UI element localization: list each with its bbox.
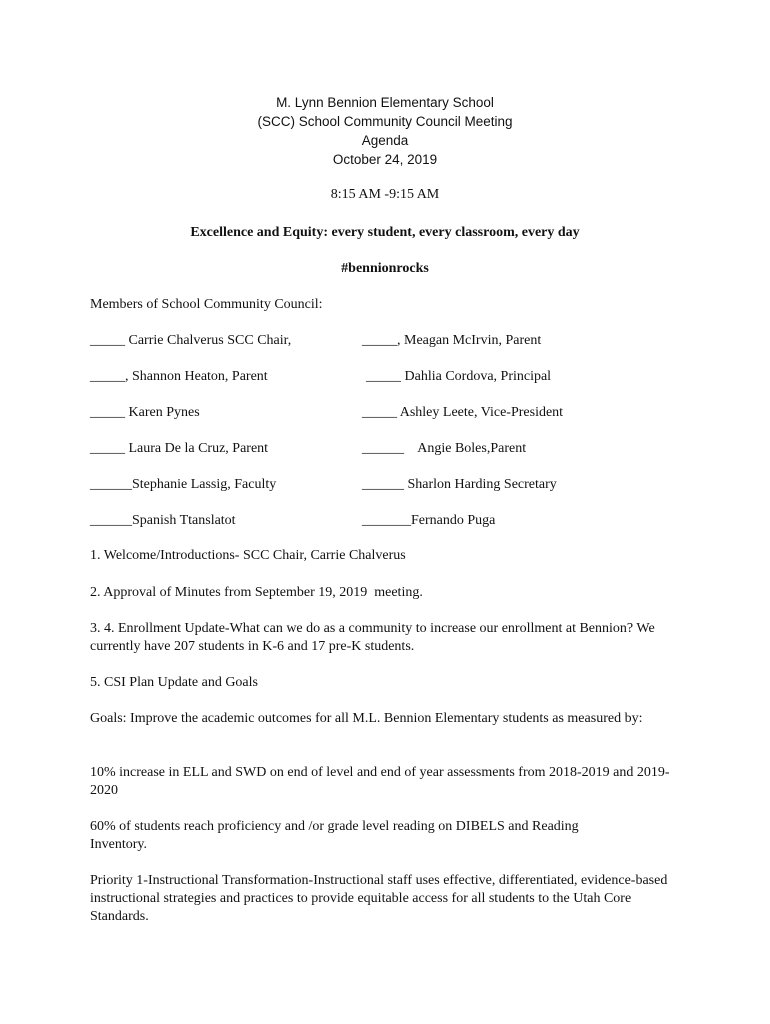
priority-1: Priority 1-Instructional Transformation-Instructional staff uses effective, differentiated, evidence-based instructional strategies and practices to provide equitable access for all students to the Utah Core Standards. [90, 873, 668, 924]
goals-statement: Goals: Improve the academic outcomes for all M.L. Bennion Elementary students as measured by: [90, 711, 643, 726]
meeting-title: (SCC) School Community Council Meeting [257, 114, 513, 129]
member-right-5: ______ Sharlon Harding Secretary [362, 477, 557, 492]
motto: Excellence and Equity: every student, every classroom, every day [190, 225, 580, 240]
member-left-5: ______Stephanie Lassig, Faculty [90, 477, 277, 492]
meeting-time: 8:15 AM -9:15 AM [330, 187, 440, 202]
member-right-2: _____ Dahlia Cordova, Principal [366, 369, 552, 384]
agenda-item-3-4: 3. 4. Enrollment Update-What can we do as a community to increase our enrollment at Bennion? We currently have 207 students in K-6 and 17 pre-K students. [90, 621, 655, 654]
hashtag: #bennionrocks [341, 261, 429, 276]
member-left-6: ______Spanish Ttanslatot [90, 513, 236, 528]
member-right-4: ______ Angie Boles,Parent [362, 441, 527, 456]
member-right-1: _____, Meagan McIrvin, Parent [362, 333, 542, 348]
member-right-3: _____ Ashley Leete, Vice-President [362, 405, 564, 420]
goal-1: 10% increase in ELL and SWD on end of level and end of year assessments from 2018-2019 and 2019-2020 [90, 765, 670, 798]
document-type: Agenda [361, 133, 409, 148]
agenda-item-5: 5. CSI Plan Update and Goals [90, 675, 258, 690]
member-left-3: _____ Karen Pynes [90, 405, 200, 420]
member-left-4: _____ Laura De la Cruz, Parent [90, 441, 269, 456]
document-header [0, 93, 770, 169]
goal-2: 60% of students reach proficiency and /or grade level reading on DIBELS and Reading Inventory. [90, 819, 579, 852]
school-name: M. Lynn Bennion Elementary School [276, 95, 494, 110]
agenda-item-2: 2. Approval of Minutes from September 19, 2019 meeting. [90, 585, 423, 600]
member-left-1: _____ Carrie Chalverus SCC Chair, [90, 333, 292, 348]
agenda-item-1: 1. Welcome/Introductions- SCC Chair, Carrie Chalverus [90, 548, 406, 563]
member-left-2: _____, Shannon Heaton, Parent [90, 369, 268, 384]
meeting-date: October 24, 2019 [332, 152, 438, 167]
members-heading: Members of School Community Council: [90, 297, 323, 312]
member-right-6: _______Fernando Puga [362, 513, 496, 528]
